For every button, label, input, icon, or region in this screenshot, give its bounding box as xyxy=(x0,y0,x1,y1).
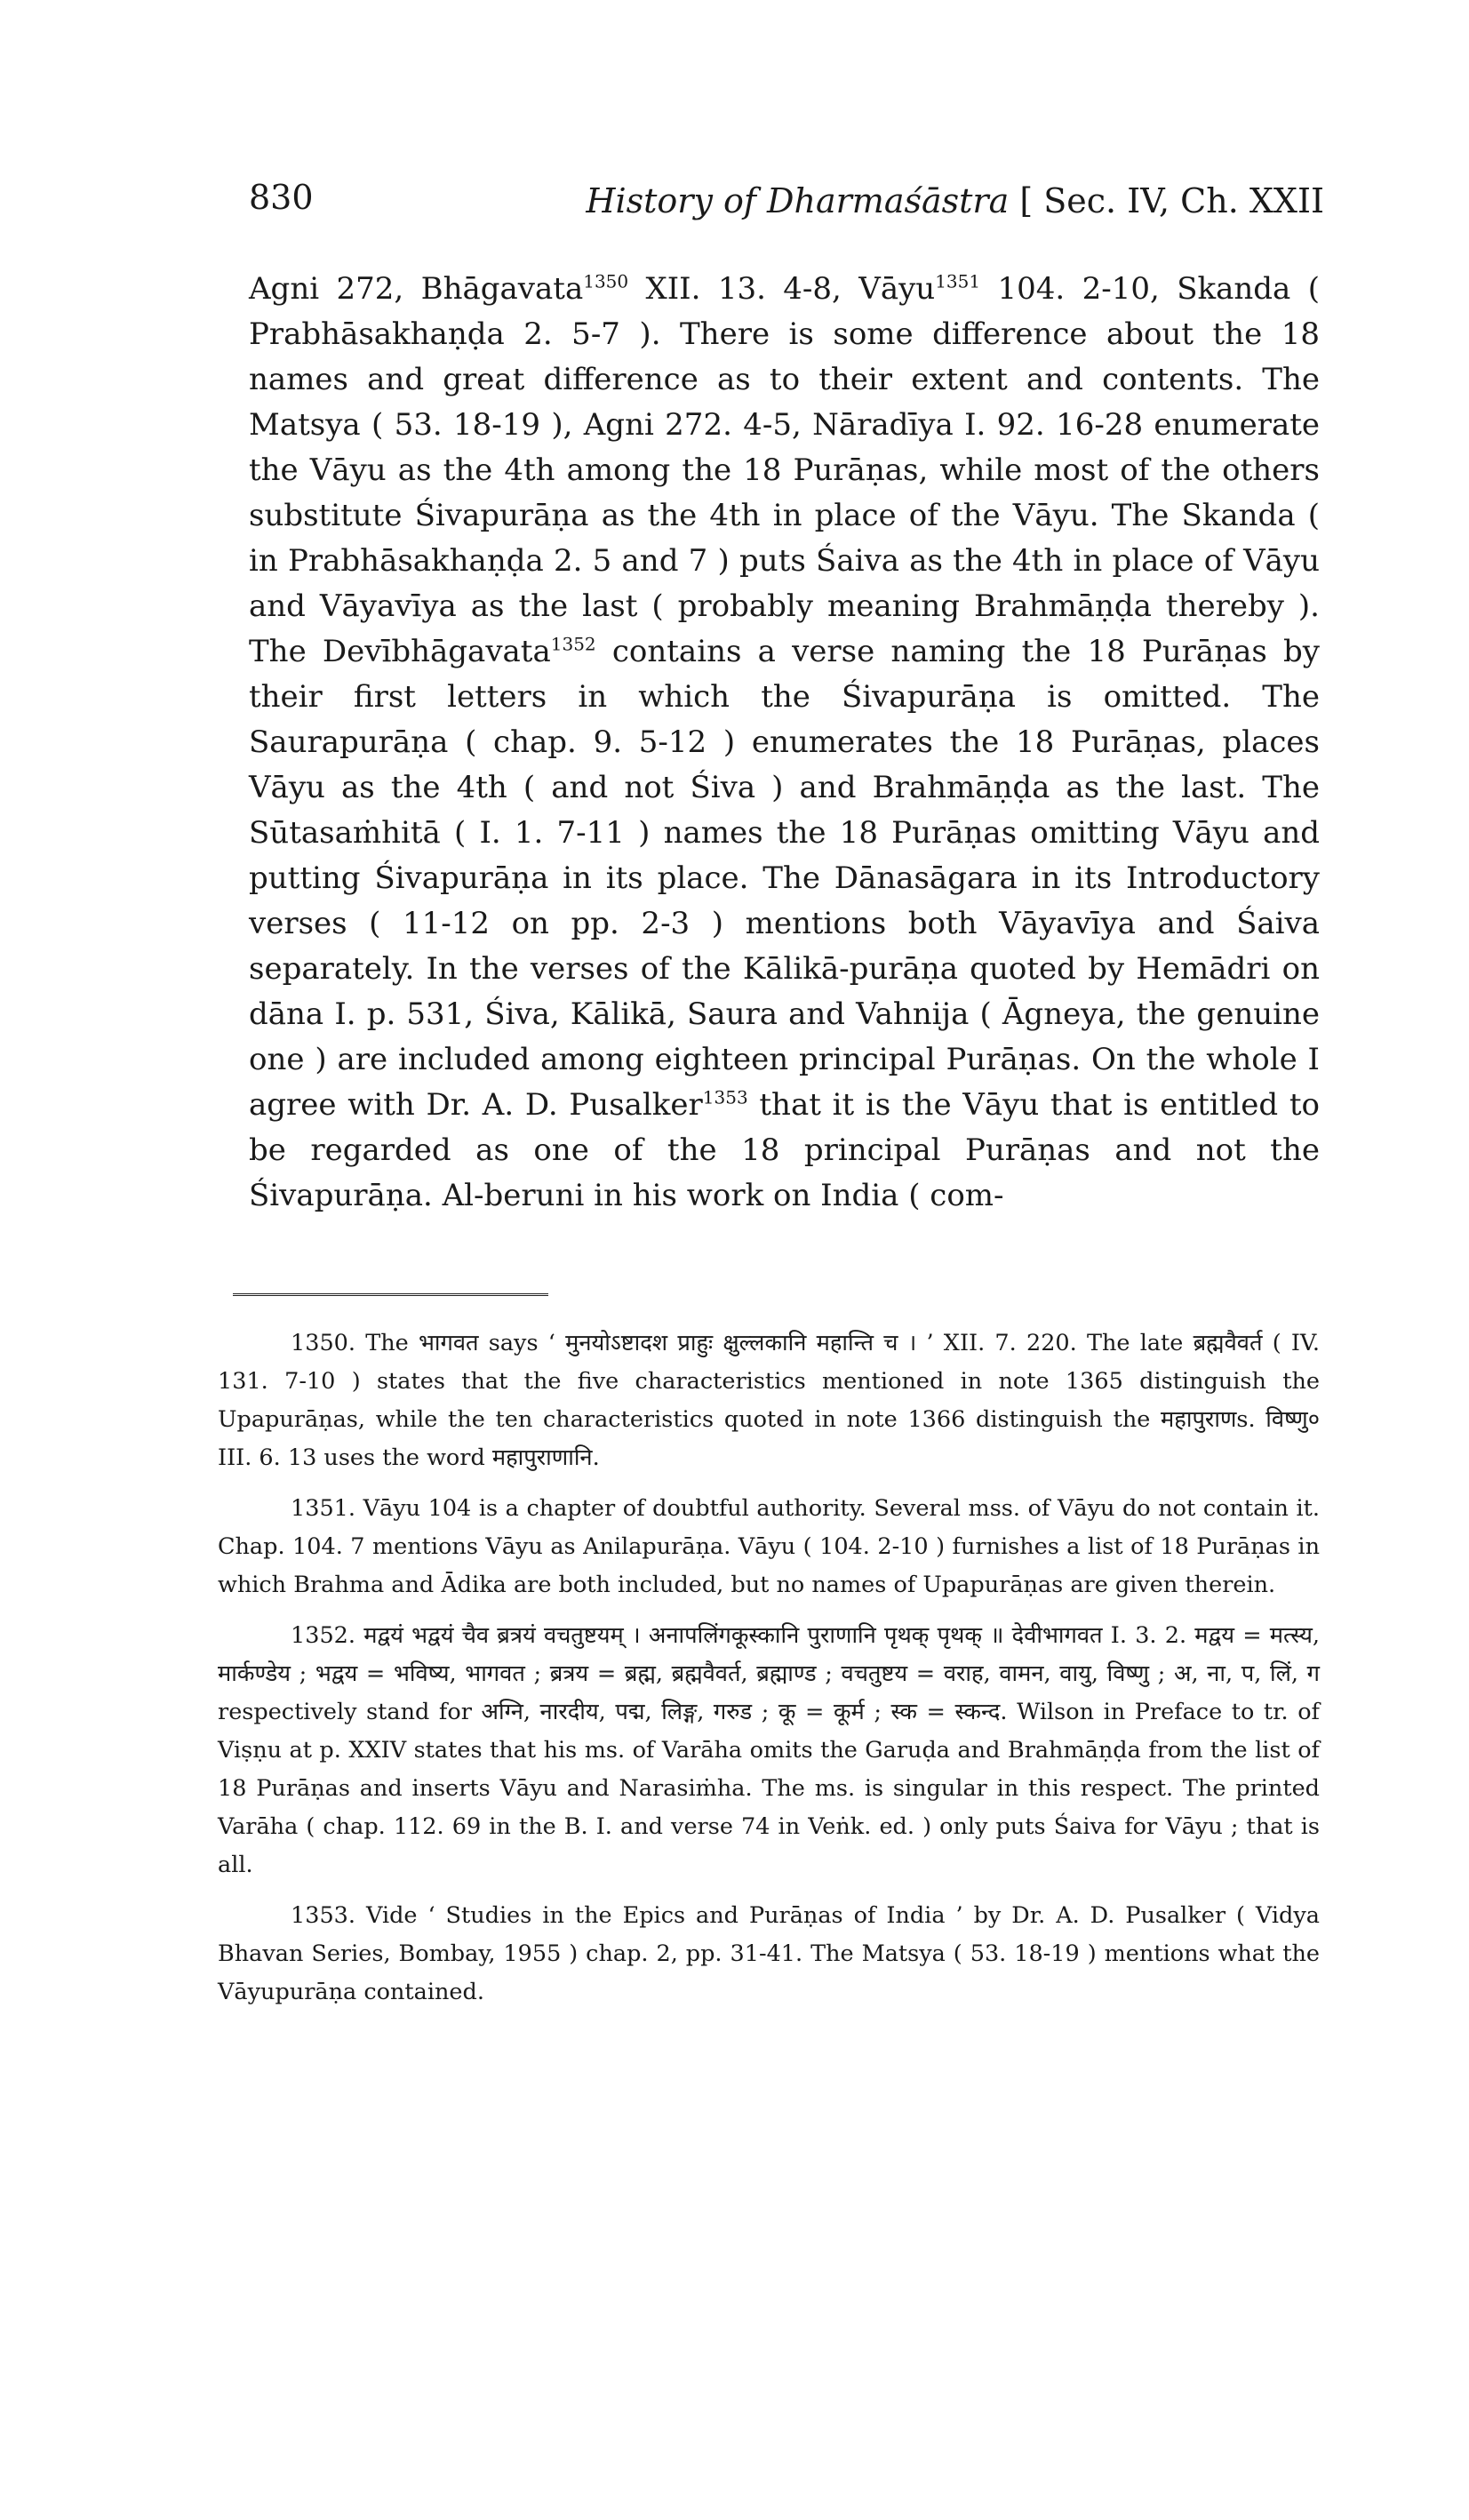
running-header xyxy=(249,178,1324,231)
footnote-1350: 1350. The भागवत says ‘ मुनयोऽष्टादश प्राहुः क्षुल्लकानि महान्ति च । ’ XII. 7. 220. The late ब्रह्मवैवर्त ( IV. 131. 7-10 ) states that the five characteristics mentioned in note 1365 distinguish the Upapurāṇas, while the ten characteristics quoted in note 1366 distinguish the महापुराणs. विष्णु० III. 6. 13 uses the word महापुराणानि. xyxy=(218,1330,1320,1471)
text-run: that it is the Vāyu that is entitled to be regarded as one of the 18 principal Purāṇas and not the Śivapurāṇa. Al-beruni in his work on India ( com- xyxy=(249,1087,1320,1213)
footnote-ref-1350: 1350 xyxy=(583,270,629,292)
footnote-ref-1353: 1353 xyxy=(702,1086,748,1108)
footnote-ref-1352: 1352 xyxy=(550,633,596,655)
footnotes xyxy=(218,1324,1320,2024)
footnote-1351: 1351. Vāyu 104 is a chapter of doubtful authority. Several mss. of Vāyu do not contain it. Chap. 104. 7 mentions Vāyu as Anilapurāṇa. Vāyu ( 104. 2-10 ) furnishes a list of 18 Purāṇas in which Brahma and Ādika are both included, but no names of Upapurāṇas are given therein. xyxy=(218,1495,1320,1598)
running-title xyxy=(586,181,1324,220)
book-title: History of Dharmaśāstra xyxy=(586,181,1010,220)
footnote-ref-1351: 1351 xyxy=(935,270,981,292)
text-run: Agni 272, Bhāgavata xyxy=(249,271,584,307)
text-run: 104. 2-10, Skanda ( Prabhāsakhaṇḍa 2. 5-7 ). There is some difference about the 18 names and great difference as to their extent and contents. The Matsya ( 53. 18-19 ), Agni 272. 4-5, Nāradīya I. 92. 16-28 enumerate the Vāyu as the 4th among the 18 Purāṇas, while most of the others substitute Śivapurāṇa as the 4th in place of the Vāyu. The Skanda ( in Prabhāsakhaṇḍa 2. 5 and 7 ) puts Śaiva as the 4th in place of Vāyu and Vāyavīya as the last ( probably meaning Brahmāṇḍa thereby ). The Devībhāgavata xyxy=(249,271,1320,669)
footnote-1352: 1352. मद्वयं भद्वयं चैव ब्रत्रयं वचतुष्टयम् । अनापलिंगकूस्कानि पुराणानि पृथक् पृथक् ॥ देवीभागवत I. 3. 2. मद्वय = मत्स्य, मार्कण्डेय ; भद्वय = भविष्य, भागवत ; ब्रत्रय = ब्रह्म, ब्रह्मवैवर्त, ब्रह्माण्ड ; वचतुष्टय = वराह, वामन, वायु, विष्णु ; अ, ना, प, लिं, ग respectively stand for अग्नि, नारदीय, पद्म, लिङ्ग, गरुड ; कू = कूर्म ; स्क = स्कन्द. Wilson in Preface to tr. of Viṣṇu at p. XXIV states that his ms. of Varāha omits the Garuḍa and Brahmāṇḍa from the list of 18 Purāṇas and inserts Vāyu and Narasiṁha. The ms. is singular in this respect. The printed Varāha ( chap. 112. 69 in the B. I. and verse 74 in Veṅk. ed. ) only puts Śaiva for Vāyu ; that is all. xyxy=(218,1622,1320,1878)
body-paragraph xyxy=(249,267,1320,1219)
text-run: XII. 13. 4-8, Vāyu xyxy=(628,271,936,307)
page-number: 830 xyxy=(249,178,314,217)
main-text xyxy=(249,267,1320,1219)
section-label: [ Sec. IV, Ch. XXII xyxy=(1019,181,1324,220)
footnote-1353: 1353. Vide ‘ Studies in the Epics and Purāṇas of India ’ by Dr. A. D. Pusalker ( Vidya Bhavan Series, Bombay, 1955 ) chap. 2, pp. 31-41. The Matsya ( 53. 18-19 ) mentions what the Vāyupurāṇa contained. xyxy=(218,1902,1320,2005)
footnote-divider xyxy=(233,1293,548,1298)
text-run: contains a verse naming the 18 Purāṇas by their first letters in which the Śivapurāṇa is omitted. The Saurapurāṇa ( chap. 9. 5-12 ) enumerates the 18 Purāṇas, places Vāyu as the 4th ( and not Śiva ) and Brahmāṇḍa as the last. The Sūtasaṁhitā ( I. 1. 7-11 ) names the 18 Purāṇas omitting Vāyu and putting Śivapurāṇa in its place. The Dānasāgara in its Introductory verses ( 11-12 on pp. 2-3 ) mentions both Vāyavīya and Śaiva separately. In the verses of the Kālikā-purāṇa quoted by Hemādri on dāna I. p. 531, Śiva, Kālikā, Saura and Vahnija ( Āgneya, the genuine one ) are included among eighteen principal Purāṇas. On the whole I agree with Dr. A. D. Pusalker xyxy=(249,634,1320,1123)
